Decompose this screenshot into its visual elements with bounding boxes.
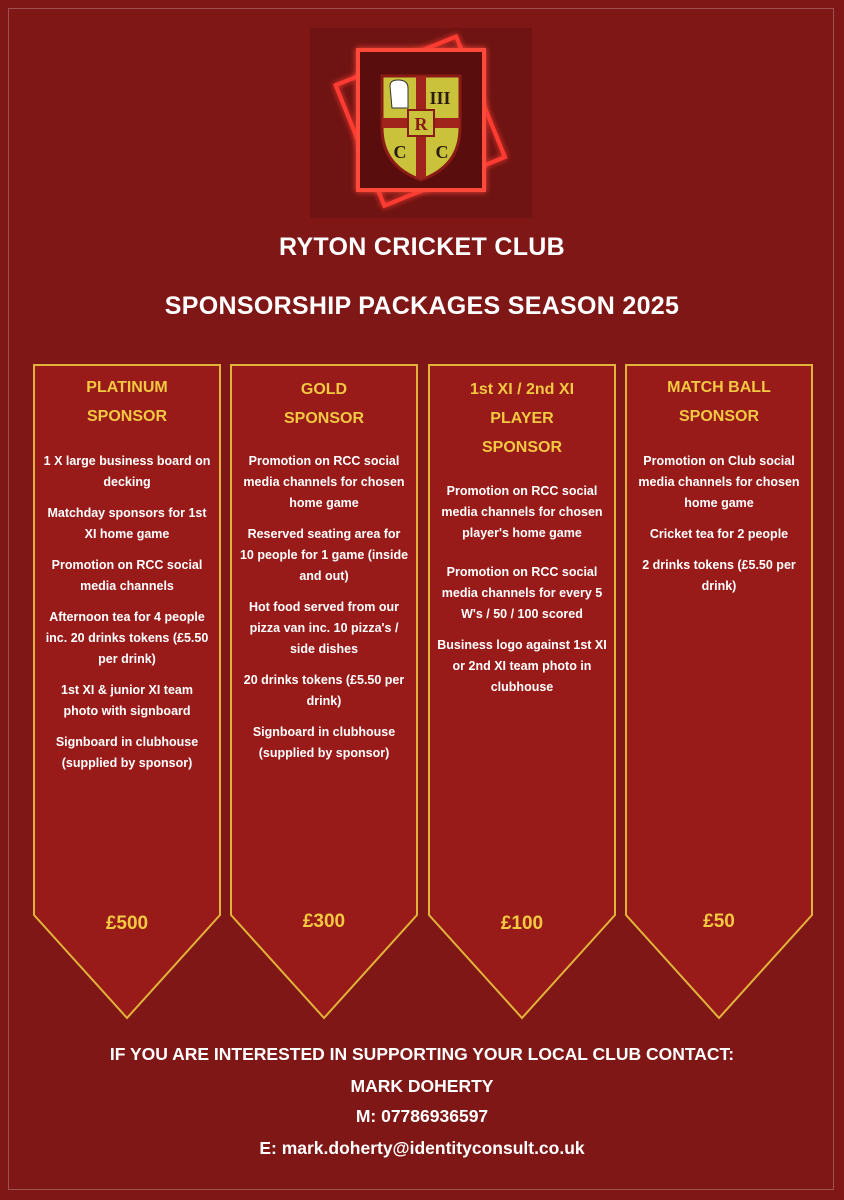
package-item: Hot food served from our pizza van inc. 10 pizza's / side dishes [248, 600, 399, 656]
package-item: Cricket tea for 2 people [649, 527, 789, 541]
package-item: Signboard in clubhouse (supplied by sponsor) [252, 725, 396, 760]
package-items [42, 451, 212, 784]
package-match-ball [624, 363, 814, 1023]
package-title: GOLD SPONSOR [283, 381, 364, 427]
crest-letters [310, 28, 532, 218]
contact-email[interactable]: E: mark.doherty@identityconsult.co.uk [259, 1138, 585, 1158]
package-item: 1st XI & junior XI team photo with signboard [61, 683, 193, 718]
package-item: Promotion on RCC social media channels for chosen home game [243, 454, 405, 510]
package-player [427, 363, 617, 1023]
package-item: Promotion on RCC social media channels for chosen player's home game [441, 484, 603, 540]
club-name: RYTON CRICKET CLUB [279, 233, 565, 261]
crest-letter-c1: C [393, 142, 407, 162]
package-item: Promotion on Club social media channels for chosen home game [638, 454, 800, 510]
package-gold [229, 363, 419, 1023]
package-title: PLATINUM SPONSOR [86, 379, 168, 425]
package-item: 2 drinks tokens (£5.50 per drink) [642, 558, 796, 593]
svg-text:III: III [429, 88, 451, 108]
crest-letter-r: R [414, 114, 428, 134]
package-item: 20 drinks tokens (£5.50 per drink) [243, 673, 405, 708]
package-item: Promotion on RCC social media channels for every 5 W's / 50 / 100 scored [441, 565, 603, 621]
package-item: Signboard in clubhouse (supplied by sponsor) [55, 735, 199, 770]
page-subtitle: SPONSORSHIP PACKAGES SEASON 2025 [164, 292, 680, 320]
contact-name: MARK DOHERTY [350, 1076, 494, 1096]
package-platinum [32, 363, 222, 1023]
contact-phone[interactable]: M: 07786936597 [355, 1106, 489, 1126]
package-item: Matchday sponsors for 1st XI home game [47, 506, 207, 541]
contact-cta: IF YOU ARE INTERESTED IN SUPPORTING YOUR LOCAL CLUB CONTACT: [109, 1044, 735, 1064]
package-price: £500 [105, 913, 149, 934]
package-items [634, 451, 804, 607]
package-title: 1st XI / 2nd XI PLAYER SPONSOR [469, 381, 575, 456]
package-price: £100 [500, 913, 544, 934]
package-title: MATCH BALL SPONSOR [667, 379, 771, 425]
crest-letter-c2: C [435, 142, 449, 162]
package-item: Promotion on RCC social media channels [51, 558, 203, 593]
package-item: 1 X large business board on decking [43, 454, 211, 489]
package-items [437, 481, 607, 708]
package-price: £50 [703, 911, 735, 932]
package-item: Afternoon tea for 4 people inc. 20 drinks tokens (£5.50 per drink) [45, 610, 209, 666]
package-item: Reserved seating area for 10 people for 1 game (inside and out) [239, 527, 409, 583]
package-items [239, 451, 409, 774]
package-item: Business logo against 1st XI or 2nd XI team photo in clubhouse [437, 638, 607, 694]
package-price: £300 [302, 911, 346, 932]
logo-panel [310, 28, 532, 218]
